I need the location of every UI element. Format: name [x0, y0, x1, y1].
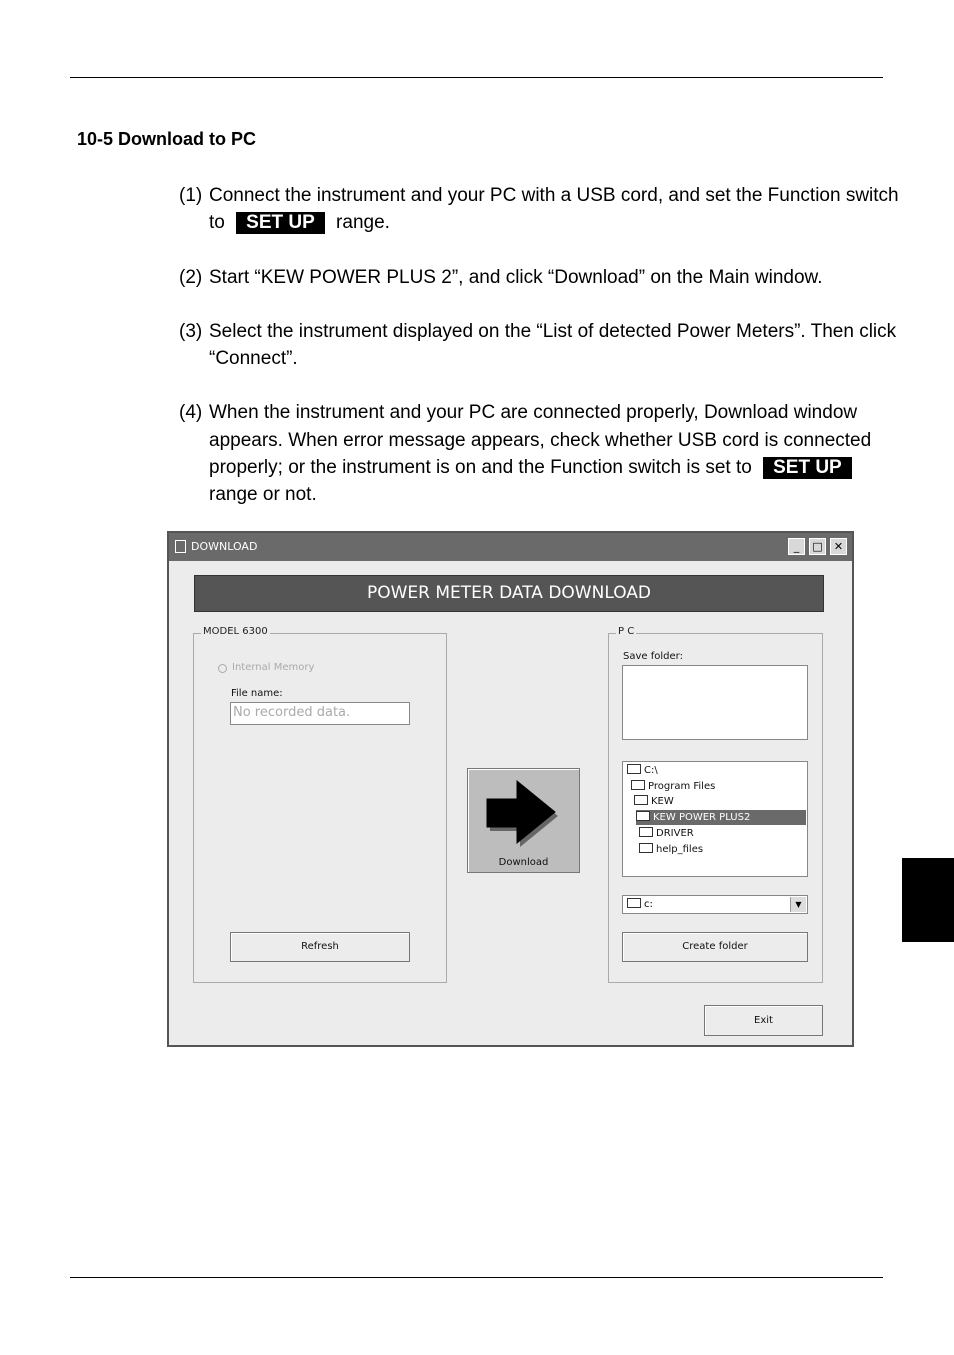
- step-text-tail: range.: [336, 212, 390, 234]
- drive-select[interactable]: c: ▼: [622, 895, 808, 914]
- folder-open-icon: [627, 764, 641, 774]
- save-folder-box[interactable]: [622, 665, 808, 740]
- download-window: [167, 531, 854, 1047]
- folder-icon: [639, 843, 653, 853]
- tree-item-program-files[interactable]: Program Files: [631, 779, 715, 794]
- window-title: DOWNLOAD: [191, 540, 258, 553]
- chapter-tab: [902, 858, 954, 942]
- step-text-tail: range or not.: [209, 484, 317, 506]
- top-rule: [70, 77, 883, 78]
- step-text: Connect the instrument and your PC with a USB cord, and set the Function switch to: [209, 185, 899, 234]
- steps-list: [179, 182, 899, 536]
- model-group-label: MODEL 6300: [203, 626, 268, 637]
- tree-item-driver[interactable]: DRIVER: [639, 826, 694, 841]
- step-text: When the instrument and your PC are connected properly, Download window appears. When error message appears, check whether USB cord is connected properly; or the instrument is on and the Function switch is set to: [209, 402, 872, 479]
- step-number: (4): [179, 402, 203, 424]
- maximize-button[interactable]: □: [809, 538, 826, 555]
- step-number: (1): [179, 185, 203, 206]
- step-text: Select the instrument displayed on the “List of detected Power Meters”. Then click “Connect”.: [209, 320, 897, 370]
- download-label: Download: [498, 857, 549, 868]
- internal-memory-radio[interactable]: [218, 664, 227, 673]
- chevron-down-icon[interactable]: ▼: [790, 897, 806, 912]
- close-button[interactable]: ✕: [830, 538, 847, 555]
- step-number: (3): [179, 320, 203, 342]
- step-text: Start “KEW POWER PLUS 2”, and click “Download” on the Main window.: [209, 266, 823, 288]
- model-group: [193, 626, 447, 983]
- title-bar: [169, 533, 852, 561]
- pc-group-label: P C: [618, 626, 635, 637]
- minimize-button[interactable]: _: [788, 538, 805, 555]
- folder-open-icon: [631, 780, 645, 790]
- download-arrow-icon: [484, 775, 564, 853]
- setup-badge: SET UP: [236, 212, 325, 234]
- app-icon: [175, 540, 186, 553]
- section-title: 10-5 Download to PC: [77, 129, 257, 149]
- file-name-field[interactable]: No recorded data.: [230, 702, 410, 725]
- download-button[interactable]: [467, 768, 580, 873]
- folder-tree[interactable]: [622, 761, 808, 877]
- tree-item-kew[interactable]: KEW: [634, 794, 674, 809]
- step-2: [179, 264, 899, 291]
- step-number: (2): [179, 266, 203, 288]
- refresh-button[interactable]: Refresh: [230, 932, 410, 962]
- step-1: [179, 182, 899, 237]
- tree-item-help-files[interactable]: help_files: [639, 842, 703, 857]
- setup-badge: SET UP: [763, 457, 852, 479]
- drive-icon: [627, 898, 641, 908]
- pc-group: [608, 626, 823, 983]
- file-name-label: File name:: [231, 688, 283, 699]
- tree-item-kew-power-plus2[interactable]: KEW POWER PLUS2: [636, 810, 806, 825]
- create-folder-button[interactable]: Create folder: [622, 932, 808, 962]
- folder-open-icon: [634, 795, 648, 805]
- step-4: [179, 399, 899, 508]
- folder-open-icon: [636, 811, 650, 821]
- exit-button[interactable]: Exit: [704, 1005, 823, 1036]
- dialog-banner: POWER METER DATA DOWNLOAD: [194, 575, 824, 612]
- save-folder-label: Save folder:: [623, 651, 683, 662]
- internal-memory-label: Internal Memory: [232, 662, 315, 673]
- folder-icon: [639, 827, 653, 837]
- bottom-rule: [70, 1277, 883, 1278]
- tree-item-c-drive[interactable]: C:\: [627, 763, 658, 778]
- step-3: [179, 318, 899, 373]
